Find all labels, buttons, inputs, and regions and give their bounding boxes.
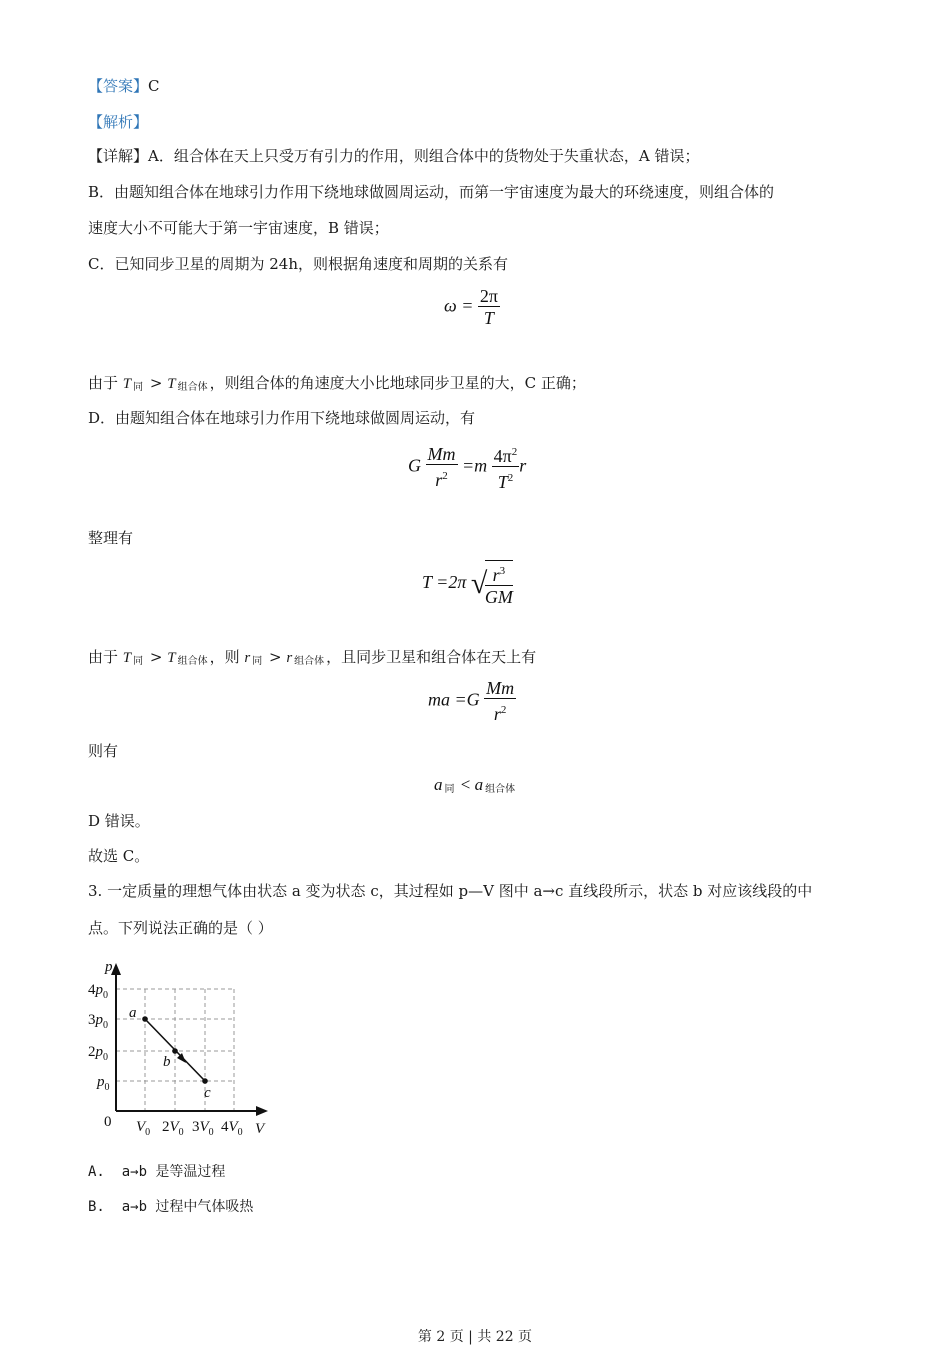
sqrt [471,560,513,608]
denominator: T [497,472,508,492]
exponent: 3 [499,565,506,577]
numerator: 4π [493,446,512,466]
detail-option-a [88,146,699,166]
d-compare [88,647,536,672]
var-r: r [519,455,527,476]
svg-text:4p0: $4p_0$ [88,982,108,1001]
option-a[interactable] [88,1162,225,1182]
exponent: 2 [511,446,518,458]
var-a: a [434,775,443,794]
option-label: A. [88,1164,105,1180]
subscript: 同 [133,656,144,667]
svg-text:p0: $p_0$ [97,1074,110,1093]
svg-text:2p0: $2p_0$ [88,1044,108,1063]
subscript: 组合体 [485,784,516,795]
axes [111,963,268,1116]
formula-gravity [408,442,526,493]
formula-lhs: ω = [444,295,474,316]
svg-text:V0: $V_0$ [136,1119,151,1138]
gt: > [264,648,287,666]
var-T: T [122,650,132,666]
formula-lhs: ma =G [428,689,480,710]
page-footer: 第 2 页 | 共 22 页 [417,1329,533,1345]
var-T: T [167,376,176,392]
text: 由于 [88,374,123,392]
then-have-text: 则有 [88,742,119,760]
svg-text:3V0: $3V_0$ [192,1119,214,1138]
numerator: 2π [479,286,498,306]
numerator: r [492,565,500,585]
subscript: 组合体 [177,382,208,393]
svg-text:b: b [163,1054,171,1070]
option-label: B. [88,1199,105,1215]
answer-value: C [148,77,160,95]
option-text: a→b 是等温过程 [121,1164,226,1180]
fraction [492,442,520,493]
text: ，则组合体的角速度大小比地球同步卫星的大，C 正确； [209,374,586,392]
subscript: 同 [252,656,263,667]
point-b [172,1048,178,1054]
detail-option-d-line: D．由题知组合体在地球引力作用下绕地球做圆周运动，有 [88,409,476,427]
svg-text:a: a [129,1005,137,1021]
subscript: 组合体 [294,656,325,667]
var-G: G [408,455,421,476]
question3-line1: 3. 一定质量的理想气体由状态 a 变为状态 c，其过程如 p—V 图中 a→c 直线段所示，状态 b 对应该线段的中 [88,882,813,900]
text: ，且同步卫星和组合体在天上有 [326,648,537,666]
formula-acceleration [428,678,516,725]
pv-diagram [85,955,275,1140]
choose-text: 故选 C。 [88,847,150,865]
detail-option-c-line: C．已知同步卫星的周期为 24h，则根据角速度和周期的关系有 [88,255,508,273]
denominator: r [493,704,501,724]
svg-text:4V0: $4V_0$ [221,1119,243,1138]
y-ticks [88,982,112,1130]
answer-label: 【答案】 [88,77,149,95]
fraction [478,286,500,329]
answer-line [88,76,160,96]
detail-option-b-line2: 速度大小不可能大于第一宇宙速度，B 错误； [88,219,389,237]
subscript: 同 [133,382,144,393]
var-r: r [244,650,251,666]
c-conclusion [88,373,586,398]
point-a [142,1016,148,1022]
option-text: a→b 过程中气体吸热 [121,1199,254,1215]
exponent: 2 [507,472,514,484]
detail-option-b-line1: B．由题知组合体在地球引力作用下绕地球做圆周运动，而第一宇宙速度为最大的环绕速度，则组合体的 [88,183,775,201]
analysis-label: 【解析】 [88,113,149,131]
svg-text:3p0: $3p_0$ [88,1012,108,1031]
text: ，则 [209,648,245,666]
gt: > [145,648,168,666]
gt: > [145,374,168,392]
var-T: T [167,650,176,666]
rearrange-text: 整理有 [88,529,134,547]
svg-text:V: V [255,1121,265,1137]
svg-text:p: p [105,959,113,975]
equals-m: =m [457,455,488,476]
exponent: 2 [500,704,507,716]
svg-text:c: c [204,1085,211,1101]
d-wrong-text: D 错误。 [88,812,150,830]
var-r: r [286,650,293,666]
svg-text:2V0: $2V_0$ [162,1119,184,1138]
fraction [426,444,458,491]
denominator: GM [484,587,513,607]
lt: < [456,775,475,794]
option-b[interactable] [88,1197,253,1217]
subscript: 组合体 [177,656,208,667]
fraction [484,678,516,725]
point-c [202,1078,208,1084]
numerator: Mm [486,678,515,698]
exponent: 2 [442,470,448,482]
var-T: T [122,376,132,392]
subscript: 同 [444,784,455,795]
denominator: T [483,308,494,328]
svg-text:0: 0 [104,1114,112,1130]
detail-label: 【详解】 [88,147,149,165]
denominator: r [435,470,443,490]
radical-icon: √ [470,567,488,600]
text: 由于 [88,648,123,666]
formula-lhs: T =2π [422,572,467,593]
formula-compare [434,775,517,795]
detail-a-text: A．组合体在天上只受万有引力的作用，则组合体中的货物处于失重状态，A 错误； [148,147,700,165]
var-a: a [474,775,484,794]
fraction [485,561,513,608]
formula-period [422,560,513,608]
x-ticks [136,1119,243,1138]
question3-line2: 点。下列说法正确的是（ ） [88,919,273,937]
numerator: Mm [427,444,456,464]
formula-omega [444,286,500,329]
